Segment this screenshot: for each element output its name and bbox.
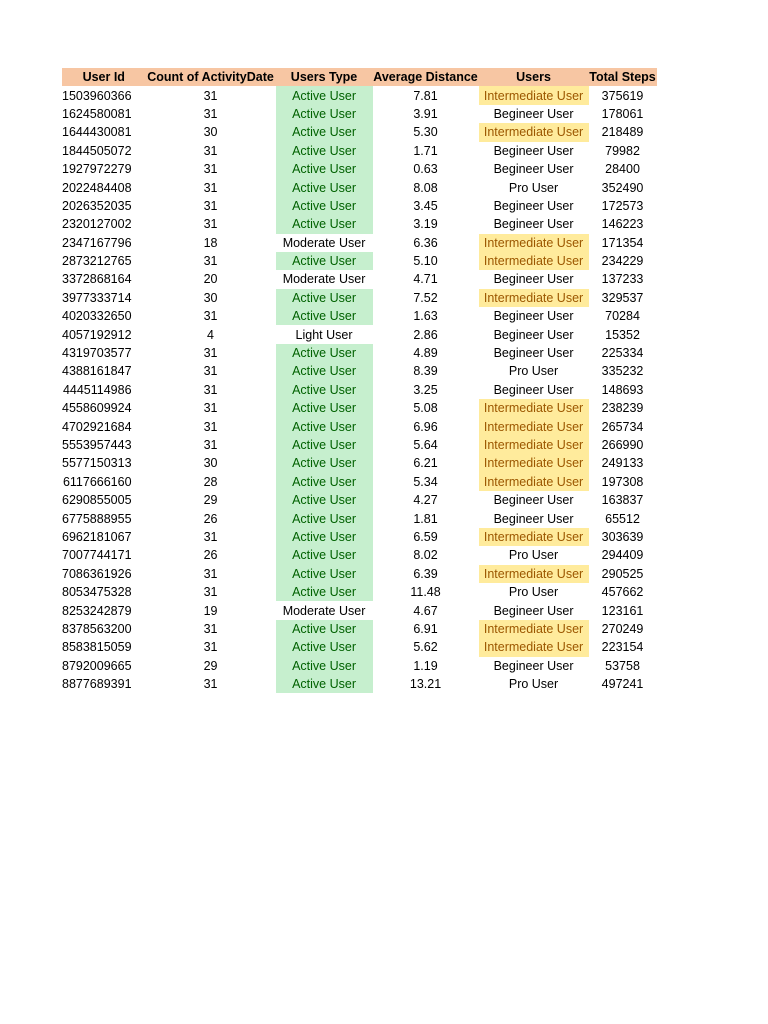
cell-users-type[interactable]: Moderate User [282, 272, 366, 287]
cell-user-id[interactable]: 1624580081 [62, 106, 132, 121]
cell-user-id[interactable]: 1844505072 [62, 143, 132, 158]
cell-users-type[interactable]: Active User [276, 362, 373, 380]
cell-total-steps[interactable]: 171354 [601, 235, 644, 250]
table-body [62, 86, 657, 693]
table-row [62, 252, 657, 270]
cell-user-id[interactable]: 1644430081 [62, 125, 132, 140]
table-row [62, 270, 657, 288]
table-row [62, 565, 657, 583]
cell-activity-count[interactable]: 26 [203, 548, 218, 563]
cell-users-type[interactable]: Active User [276, 620, 373, 638]
cell-total-steps[interactable]: 223154 [601, 640, 644, 655]
cell-total-steps[interactable]: 65512 [605, 511, 640, 526]
cell-users[interactable]: Begineer User [493, 217, 574, 232]
cell-activity-count[interactable]: 31 [203, 566, 218, 581]
cell-users[interactable]: Pro User [508, 548, 559, 563]
cell-average-distance[interactable]: 4.71 [413, 272, 438, 287]
cell-users[interactable]: Intermediate User [479, 473, 589, 491]
cell-users-type[interactable]: Active User [276, 142, 373, 160]
cell-average-distance[interactable]: 6.91 [413, 621, 438, 636]
table-row [62, 454, 657, 472]
cell-users[interactable]: Begineer User [493, 143, 574, 158]
cell-total-steps[interactable]: 238239 [601, 401, 644, 416]
table-row [62, 325, 657, 343]
table-row [62, 546, 657, 564]
cell-users[interactable]: Begineer User [493, 309, 574, 324]
cell-user-id[interactable]: 6962181067 [62, 529, 132, 544]
cell-users[interactable]: Intermediate User [479, 289, 589, 307]
cell-users[interactable]: Pro User [508, 180, 559, 195]
cell-users-type[interactable]: Active User [276, 86, 373, 104]
cell-users-type[interactable]: Active User [276, 583, 373, 601]
cell-average-distance[interactable]: 8.02 [413, 548, 438, 563]
cell-total-steps[interactable]: 335232 [601, 364, 644, 379]
cell-activity-count[interactable]: 31 [203, 621, 218, 636]
table-row [62, 160, 657, 178]
cell-users-type[interactable]: Active User [276, 473, 373, 491]
cell-user-id[interactable]: 8253242879 [62, 603, 132, 618]
cell-users[interactable]: Intermediate User [479, 638, 589, 656]
cell-average-distance[interactable]: 7.81 [413, 88, 438, 103]
cell-users[interactable]: Pro User [508, 677, 559, 692]
table-row [62, 491, 657, 509]
cell-total-steps[interactable]: 225334 [601, 346, 644, 361]
cell-user-id[interactable]: 2347167796 [62, 235, 132, 250]
table-row [62, 381, 657, 399]
table-row [62, 289, 657, 307]
cell-total-steps[interactable]: 148693 [601, 382, 644, 397]
cell-activity-count[interactable]: 28 [203, 474, 218, 489]
cell-users-type[interactable]: Active User [276, 252, 373, 270]
cell-users-type[interactable]: Active User [276, 528, 373, 546]
cell-average-distance[interactable]: 6.59 [413, 529, 438, 544]
table-row [62, 417, 657, 435]
table-row [62, 142, 657, 160]
cell-average-distance[interactable]: 8.39 [413, 364, 438, 379]
cell-activity-count[interactable]: 31 [203, 198, 218, 213]
table-row [62, 601, 657, 619]
cell-user-id[interactable]: 3977333714 [62, 290, 132, 305]
table-row [62, 473, 657, 491]
cell-users-type[interactable]: Active User [276, 344, 373, 362]
header-count-activity-date[interactable]: Count of ActivityDate [146, 68, 276, 86]
cell-users-type[interactable]: Active User [276, 123, 373, 141]
cell-user-id[interactable]: 2320127002 [62, 217, 132, 232]
cell-users-type[interactable]: Active User [276, 160, 373, 178]
cell-total-steps[interactable]: 375619 [601, 88, 644, 103]
cell-users[interactable]: Begineer User [493, 382, 574, 397]
cell-average-distance[interactable]: 1.71 [413, 143, 438, 158]
cell-total-steps[interactable]: 329537 [601, 290, 644, 305]
cell-average-distance[interactable]: 3.45 [413, 198, 438, 213]
cell-activity-count[interactable]: 31 [203, 677, 218, 692]
cell-activity-count[interactable]: 30 [203, 125, 218, 140]
cell-total-steps[interactable]: 352490 [601, 180, 644, 195]
cell-total-steps[interactable]: 28400 [605, 162, 640, 177]
data-table [62, 68, 657, 693]
cell-total-steps[interactable]: 294409 [601, 548, 644, 563]
cell-user-id[interactable]: 2026352035 [62, 198, 132, 213]
table-row [62, 362, 657, 380]
table-row [62, 234, 657, 252]
cell-total-steps[interactable]: 178061 [601, 106, 644, 121]
table-row [62, 215, 657, 233]
cell-users[interactable]: Intermediate User [479, 252, 589, 270]
cell-users-type[interactable]: Active User [276, 565, 373, 583]
cell-user-id[interactable]: 1503960366 [62, 88, 132, 103]
cell-user-id[interactable]: 4020332650 [62, 309, 132, 324]
cell-activity-count[interactable]: 29 [203, 658, 218, 673]
cell-user-id[interactable]: 5577150313 [62, 456, 132, 471]
cell-users-type[interactable]: Light User [295, 327, 353, 342]
cell-average-distance[interactable]: 5.62 [413, 640, 438, 655]
cell-users[interactable]: Intermediate User [479, 436, 589, 454]
table-row [62, 178, 657, 196]
cell-users-type[interactable]: Active User [276, 399, 373, 417]
table-row [62, 509, 657, 527]
cell-activity-count[interactable]: 31 [203, 438, 218, 452]
cell-user-id[interactable]: 8877689391 [62, 677, 132, 692]
cell-users[interactable]: Intermediate User [479, 565, 589, 583]
cell-user-id[interactable]: 3372868164 [62, 272, 132, 287]
table-row [62, 436, 657, 454]
cell-activity-count[interactable]: 31 [203, 88, 218, 103]
header-users[interactable]: Users [479, 68, 589, 86]
cell-total-steps[interactable]: 172573 [601, 198, 644, 213]
cell-activity-count[interactable]: 30 [203, 290, 218, 305]
cell-average-distance[interactable]: 7.52 [413, 290, 438, 305]
cell-users[interactable]: Begineer User [493, 603, 574, 618]
cell-activity-count[interactable]: 31 [203, 106, 218, 121]
cell-user-id[interactable]: 4319703577 [62, 346, 132, 361]
cell-average-distance[interactable]: 6.36 [413, 235, 438, 250]
table-row [62, 344, 657, 362]
table-row [62, 123, 657, 141]
cell-average-distance[interactable]: 1.19 [413, 658, 438, 673]
cell-users-type[interactable]: Active User [276, 197, 373, 215]
cell-activity-count[interactable]: 18 [203, 235, 218, 250]
cell-user-id[interactable]: 2873212765 [62, 254, 132, 269]
cell-average-distance[interactable]: 0.63 [413, 162, 438, 177]
table-row [62, 528, 657, 546]
cell-user-id[interactable]: 4445114986 [62, 382, 132, 397]
cell-activity-count[interactable]: 31 [203, 162, 218, 177]
cell-average-distance[interactable]: 6.21 [413, 456, 438, 471]
cell-users-type[interactable]: Active User [276, 491, 373, 509]
cell-total-steps[interactable]: 15352 [605, 327, 640, 342]
cell-average-distance[interactable]: 6.39 [413, 566, 438, 581]
cell-average-distance[interactable]: 8.08 [413, 180, 438, 195]
cell-users[interactable]: Begineer User [493, 511, 574, 526]
cell-users[interactable]: Pro User [508, 585, 559, 600]
cell-activity-count[interactable]: 31 [203, 640, 218, 655]
cell-average-distance[interactable]: 11.48 [410, 585, 441, 600]
cell-activity-count[interactable]: 31 [203, 254, 218, 269]
cell-total-steps[interactable]: 79982 [605, 143, 640, 158]
table-row [62, 399, 657, 417]
cell-user-id[interactable]: 4558609924 [62, 401, 132, 416]
cell-total-steps[interactable]: 146223 [601, 217, 644, 232]
cell-total-steps[interactable]: 218489 [601, 125, 644, 140]
cell-activity-count[interactable]: 31 [203, 143, 218, 158]
cell-users[interactable]: Intermediate User [479, 234, 589, 252]
cell-total-steps[interactable]: 137233 [601, 272, 644, 287]
cell-user-id[interactable]: 6775888955 [62, 511, 132, 526]
cell-user-id[interactable]: 7086361926 [62, 566, 132, 581]
cell-total-steps[interactable]: 457662 [601, 585, 644, 600]
cell-users[interactable]: Begineer User [493, 198, 574, 213]
cell-total-steps[interactable]: 163837 [601, 493, 644, 508]
table-row [62, 583, 657, 601]
cell-user-id[interactable]: 1927972279 [62, 162, 132, 177]
table-row [62, 657, 657, 675]
header-users-type[interactable]: Users Type [276, 68, 373, 86]
cell-average-distance[interactable]: 2.86 [413, 327, 438, 342]
cell-users-type[interactable]: Active User [276, 454, 373, 472]
cell-users[interactable]: Intermediate User [479, 454, 589, 472]
cell-users[interactable]: Intermediate User [479, 123, 589, 141]
cell-users[interactable]: Intermediate User [479, 528, 589, 546]
cell-activity-count[interactable]: 31 [203, 401, 218, 416]
cell-total-steps[interactable]: 266990 [601, 438, 644, 452]
cell-user-id[interactable]: 2022484408 [62, 180, 132, 195]
cell-users[interactable]: Intermediate User [479, 399, 589, 417]
cell-users[interactable]: Pro User [508, 364, 559, 379]
cell-total-steps[interactable]: 249133 [601, 456, 644, 471]
cell-activity-count[interactable]: 29 [203, 493, 218, 508]
cell-average-distance[interactable]: 4.27 [413, 493, 438, 508]
cell-average-distance[interactable]: 5.08 [413, 401, 438, 416]
cell-users-type[interactable]: Active User [276, 546, 373, 564]
cell-total-steps[interactable]: 53758 [605, 658, 640, 673]
cell-user-id[interactable]: 4057192912 [62, 327, 132, 342]
table-row [62, 105, 657, 123]
cell-user-id[interactable]: 5553957443 [62, 438, 132, 452]
cell-total-steps[interactable]: 123161 [601, 603, 644, 618]
table-row [62, 620, 657, 638]
cell-activity-count[interactable]: 26 [203, 511, 218, 526]
cell-average-distance[interactable]: 1.63 [413, 309, 438, 324]
cell-average-distance[interactable]: 1.81 [413, 511, 438, 526]
cell-total-steps[interactable]: 290525 [601, 566, 644, 581]
cell-average-distance[interactable]: 13.21 [409, 677, 442, 692]
cell-user-id[interactable]: 4702921684 [62, 419, 132, 434]
cell-average-distance[interactable]: 5.64 [413, 438, 438, 452]
table-row [62, 307, 657, 325]
cell-total-steps[interactable]: 265734 [601, 419, 644, 434]
cell-users-type[interactable]: Moderate User [282, 603, 366, 618]
cell-users-type[interactable]: Active User [276, 675, 373, 693]
cell-users-type[interactable]: Active User [276, 638, 373, 656]
cell-activity-count[interactable]: 31 [203, 382, 218, 397]
header-user-id[interactable]: User Id [62, 68, 146, 86]
cell-user-id[interactable]: 6117666160 [62, 474, 132, 489]
cell-total-steps[interactable]: 303639 [601, 529, 644, 544]
cell-average-distance[interactable]: 3.25 [413, 382, 438, 397]
cell-user-id[interactable]: 8378563200 [62, 621, 132, 636]
cell-users-type[interactable]: Active User [276, 381, 373, 399]
cell-users-type[interactable]: Active User [276, 417, 373, 435]
cell-users-type[interactable]: Active User [276, 178, 373, 196]
cell-users-type[interactable]: Active User [276, 289, 373, 307]
header-row [62, 68, 657, 86]
cell-users[interactable]: Intermediate User [479, 620, 589, 638]
cell-average-distance[interactable]: 5.10 [413, 254, 438, 269]
cell-average-distance[interactable]: 5.30 [413, 125, 438, 140]
cell-users[interactable]: Begineer User [493, 272, 574, 287]
table-row [62, 675, 657, 693]
cell-users[interactable]: Begineer User [493, 346, 574, 361]
cell-activity-count[interactable]: 31 [203, 180, 218, 195]
cell-users[interactable]: Begineer User [493, 327, 574, 342]
header-average-distance[interactable]: Average Distance [373, 68, 479, 86]
cell-user-id[interactable]: 8583815059 [62, 640, 132, 655]
table-row [62, 197, 657, 215]
cell-activity-count[interactable]: 30 [203, 456, 218, 471]
cell-total-steps[interactable]: 70284 [605, 309, 640, 324]
cell-users[interactable]: Begineer User [493, 106, 574, 121]
cell-user-id[interactable]: 6290855005 [62, 493, 132, 508]
cell-activity-count[interactable]: 31 [203, 346, 218, 361]
cell-activity-count[interactable]: 31 [203, 364, 218, 379]
cell-users[interactable]: Intermediate User [479, 86, 589, 104]
cell-activity-count[interactable]: 19 [203, 603, 218, 618]
cell-users-type[interactable]: Active User [276, 105, 373, 123]
cell-users-type[interactable]: Active User [276, 307, 373, 325]
cell-user-id[interactable]: 4388161847 [62, 364, 132, 379]
cell-user-id[interactable]: 8792009665 [62, 658, 132, 673]
cell-users[interactable]: Begineer User [493, 658, 574, 673]
table-row [62, 638, 657, 656]
cell-users[interactable]: Begineer User [493, 493, 574, 508]
cell-users-type[interactable]: Active User [276, 215, 373, 233]
cell-total-steps[interactable]: 197308 [601, 474, 644, 489]
cell-total-steps[interactable]: 270249 [601, 621, 644, 636]
cell-user-id[interactable]: 8053475328 [62, 585, 132, 600]
cell-activity-count[interactable]: 31 [203, 419, 218, 434]
cell-users-type[interactable]: Active User [276, 436, 373, 454]
cell-activity-count[interactable]: 31 [203, 217, 218, 232]
cell-total-steps[interactable]: 234229 [601, 254, 644, 269]
cell-users[interactable]: Begineer User [493, 162, 574, 177]
cell-users[interactable]: Intermediate User [479, 417, 589, 435]
cell-activity-count[interactable]: 31 [203, 309, 218, 324]
cell-users-type[interactable]: Active User [276, 657, 373, 675]
cell-average-distance[interactable]: 3.19 [413, 217, 438, 232]
header-total-steps[interactable]: Total Steps [589, 68, 657, 86]
cell-average-distance[interactable]: 3.91 [413, 106, 438, 121]
cell-activity-count[interactable]: 31 [203, 529, 218, 544]
cell-average-distance[interactable]: 5.34 [413, 474, 438, 489]
cell-users-type[interactable]: Active User [276, 509, 373, 527]
cell-activity-count[interactable]: 31 [203, 585, 218, 600]
cell-activity-count[interactable]: 20 [203, 272, 218, 287]
cell-average-distance[interactable]: 6.96 [413, 419, 438, 434]
cell-activity-count[interactable]: 4 [207, 327, 214, 342]
cell-average-distance[interactable]: 4.67 [413, 603, 438, 618]
cell-average-distance[interactable]: 4.89 [413, 346, 438, 361]
cell-users-type[interactable]: Moderate User [282, 235, 366, 250]
cell-user-id[interactable]: 7007744171 [62, 548, 132, 563]
cell-total-steps[interactable]: 497241 [601, 677, 644, 692]
table-row [62, 86, 657, 104]
